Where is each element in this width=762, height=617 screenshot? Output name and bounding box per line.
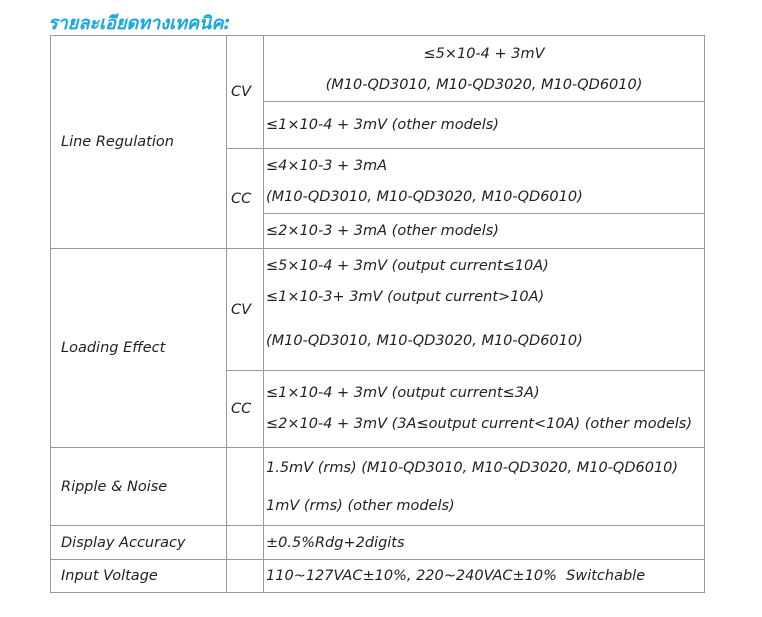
- spec-table: [50, 35, 705, 593]
- value-line: ≤4×10-3 + 3mA: [266, 158, 388, 174]
- mode-cv: CV: [227, 36, 264, 149]
- mode-cc: CC: [227, 371, 264, 448]
- value-line: ≤2×10-4 + 3mV (3A≤output current<10A) (other models): [266, 416, 692, 432]
- table-row: [51, 526, 705, 560]
- value-cell: [264, 214, 705, 249]
- row-label-loading-effect: Loading Effect: [51, 249, 227, 448]
- value-line: 1.5mV (rms) (M10-QD3010, M10-QD3020, M10-QD6010): [266, 459, 679, 476]
- value-line: ≤1×10-4 + 3mV (output current≤3A): [266, 385, 540, 401]
- value-cell: [264, 149, 705, 214]
- mode-empty: [227, 526, 264, 560]
- mode-empty: [227, 560, 264, 593]
- row-label-input-voltage: Input Voltage: [51, 560, 227, 593]
- value-cell: [264, 371, 705, 448]
- value-cell: [264, 102, 705, 149]
- table-row: [51, 249, 705, 371]
- mode-cv: CV: [227, 249, 264, 371]
- value-line: 1mV (rms) (other models): [266, 497, 455, 514]
- value-line: (M10-QD3010, M10-QD3020, M10-QD6010): [266, 189, 583, 205]
- row-label-ripple-noise: Ripple & Noise: [51, 448, 227, 526]
- value-line: (M10-QD3010, M10-QD3020, M10-QD6010): [266, 332, 583, 349]
- value-cell: [264, 448, 705, 526]
- table-row: [51, 560, 705, 593]
- table-row: [51, 36, 705, 102]
- value-line: (M10-QD3010, M10-QD3020, M10-QD6010): [325, 76, 643, 93]
- value-cell: 110~127VAC±10%, 220~240VAC±10% Switchable: [264, 560, 705, 593]
- mode-cc: CC: [227, 149, 264, 249]
- value-cell: [264, 249, 705, 371]
- value-line: ≤1×10-3+ 3mV (output current>10A): [266, 288, 545, 305]
- row-label-line-regulation: Line Regulation: [51, 36, 227, 249]
- table-row: [51, 448, 705, 526]
- value-cell: [264, 36, 705, 102]
- value-line: ≤5×10-4 + 3mV: [423, 45, 545, 62]
- value-line: ≤5×10-4 + 3mV (output current≤10A): [266, 257, 549, 274]
- value-line: ≤1×10-4 + 3mV (other models): [266, 117, 499, 133]
- row-label-display-accuracy: Display Accuracy: [51, 526, 227, 560]
- value-cell: ±0.5%Rdg+2digits: [264, 526, 705, 560]
- value-line: ≤2×10-3 + 3mA (other models): [266, 223, 499, 239]
- mode-empty: [227, 448, 264, 526]
- section-heading: รายละเอียดทางเทคนิค:: [48, 13, 231, 34]
